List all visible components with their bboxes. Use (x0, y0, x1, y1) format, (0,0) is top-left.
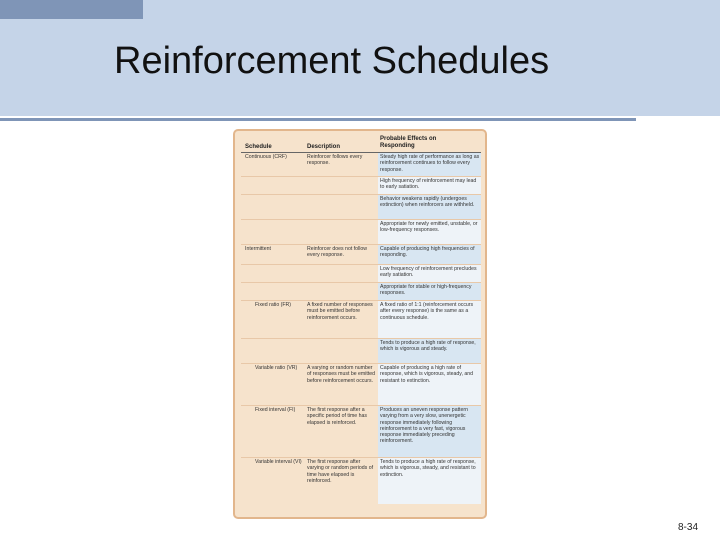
table-header (241, 134, 481, 153)
table-row (241, 364, 481, 406)
corner-accent (0, 0, 143, 19)
cell-effect: Appropriate for newly emitted, unstable, or low-frequency responses. (380, 221, 478, 234)
cell-description: Reinforcer does not follow every response. (307, 246, 367, 259)
cell-effect: High frequency of reinforcement may lead to early satiation. (380, 178, 477, 191)
title-divider (0, 118, 636, 121)
cell-description: The first response after a specific period of time has elapsed is reinforced. (307, 407, 367, 426)
page-number: 8-34 (677, 522, 698, 533)
cell-schedule: Continuous (CRF) (245, 154, 287, 160)
header-effects: Probable Effects on Responding (380, 136, 437, 149)
table-row (241, 283, 481, 301)
table-row (241, 265, 481, 283)
table-row (241, 458, 481, 504)
cell-description: The first response after varying or random periods of time have elapsed is reinforced. (307, 459, 374, 484)
cell-schedule: Intermittent (245, 246, 271, 252)
header-schedule: Schedule (245, 144, 272, 150)
cell-effect: Tends to produce a high rate of response, which is vigorous and steady. (380, 340, 476, 353)
cell-effect: Steady high rate of performance as long as reinforcement continues to follow every response. (380, 154, 480, 173)
cell-effect: Tends to produce a high rate of response, which is vigorous, steady, and resistant to extinction. (380, 459, 476, 478)
cell-effect: Behavior weakens rapidly (undergoes extinction) when reinforcers are withheld. (380, 196, 475, 209)
table-row (241, 339, 481, 364)
cell-schedule: Fixed interval (FI) (255, 407, 296, 413)
cell-effect: Low frequency of reinforcement precludes early satiation. (380, 266, 477, 279)
table-row (241, 153, 481, 177)
table-body (241, 153, 481, 504)
cell-schedule: Fixed ratio (FR) (255, 302, 292, 308)
header-description: Description (307, 144, 341, 150)
cell-effect: Capable of producing high frequencies of responding. (380, 246, 475, 259)
table-row (241, 177, 481, 195)
cell-effect: Capable of producing a high rate of response, which is vigorous, steady, and resistant to extinction. (380, 365, 474, 384)
table-row (241, 406, 481, 458)
cell-effect: Appropriate for stable or high-frequency responses. (380, 284, 472, 297)
cell-schedule: Variable interval (VI) (255, 459, 302, 465)
cell-schedule: Variable ratio (VR) (255, 365, 298, 371)
table-row (241, 301, 481, 339)
cell-description: A fixed number of responses must be emitted before reinforcement occurs. (307, 302, 373, 321)
cell-description: Reinforcer follows every response. (307, 154, 363, 167)
schedule-table-image (233, 129, 487, 519)
table-row (241, 220, 481, 245)
table-row (241, 245, 481, 265)
schedule-table (241, 134, 481, 517)
slide-title: Reinforcement Schedules (114, 40, 550, 82)
cell-effect: A fixed ratio of 1:1 (reinforcement occurs after every response) is the same as a continuous schedule. (380, 302, 474, 321)
cell-effect: Produces an uneven response pattern varying from a very slow, unenergetic response immediately following reinforcement to a very fast, vigorous response immediately preceding reinforcement. (380, 407, 468, 445)
table-row (241, 195, 481, 220)
cell-description: A varying or random number of responses must be emitted before reinforcement occurs. (307, 365, 376, 384)
